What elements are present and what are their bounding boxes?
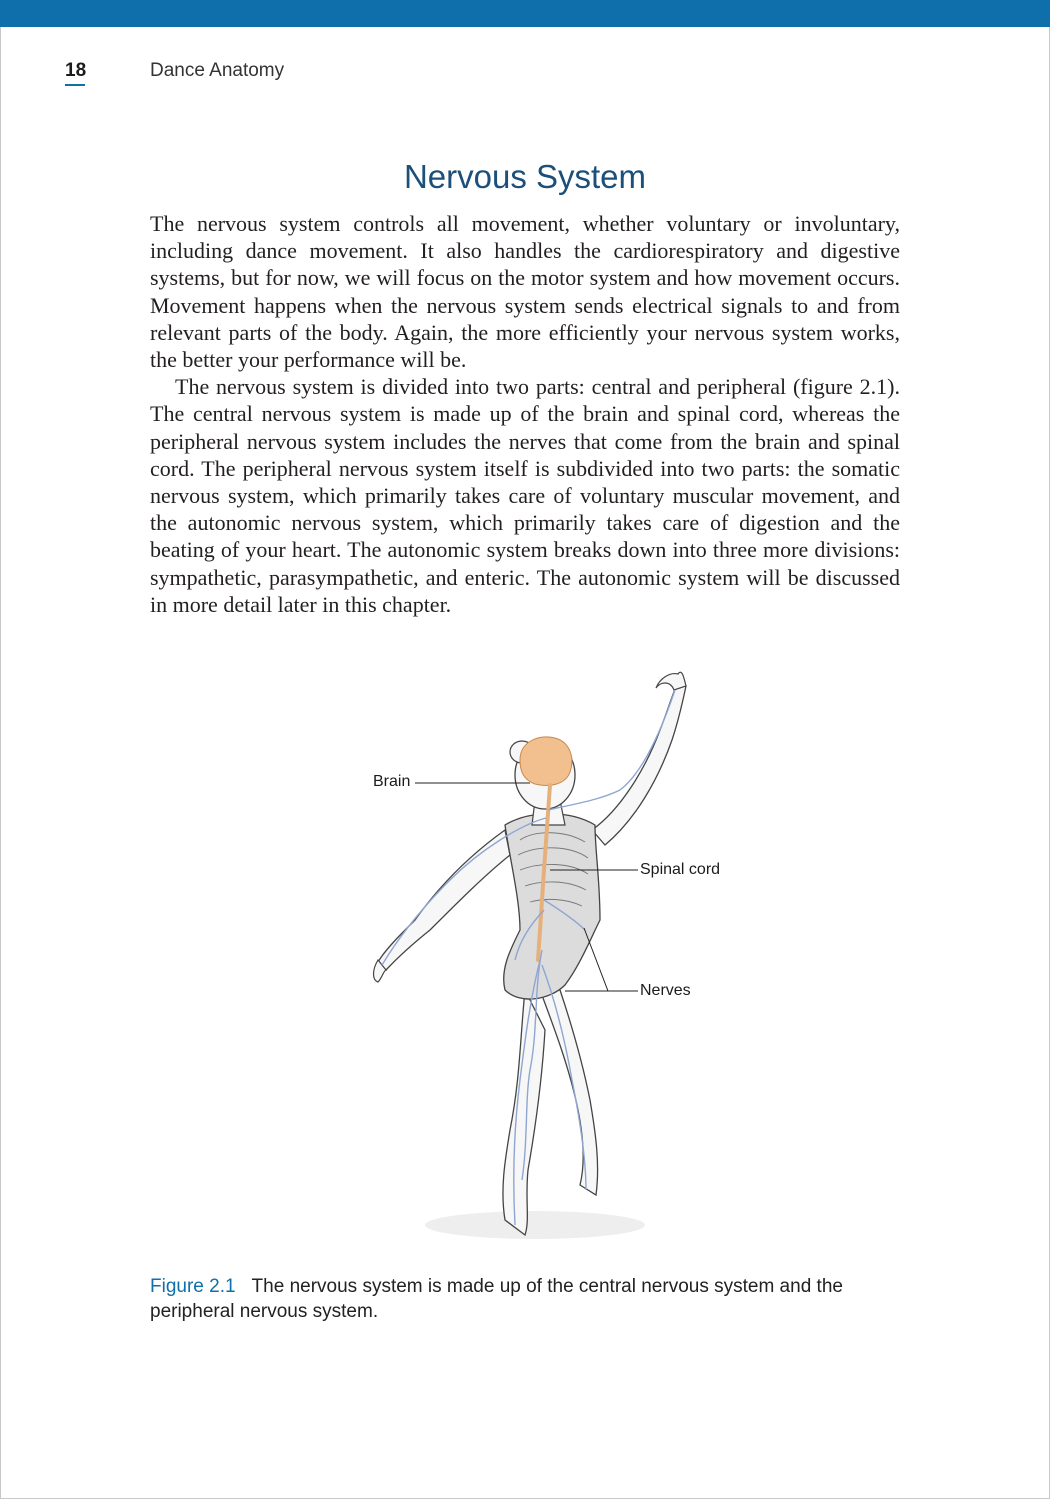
- brain: [520, 737, 572, 786]
- raised-hand: [656, 672, 686, 690]
- extended-arm: [378, 830, 510, 970]
- figure-caption: [150, 1274, 910, 1324]
- running-head: Dance Anatomy: [150, 60, 285, 81]
- page-number: 18: [65, 60, 87, 81]
- dancer-illustration: [360, 660, 740, 1260]
- section-title: Nervous System: [403, 158, 647, 195]
- paragraph-1: The nervous system controls all movement, whether voluntary or involuntary, including dance movement. It also handles the cardiorespiratory and digestive systems, but for now, we will focus on the motor system and how movement occurs. Movement happens when the nervous system sends electrical signals to and from relevant parts of the body. Again, the more efficiently your nervous system works, the better your performance will be.: [150, 211, 900, 373]
- top-color-bar: [0, 0, 1050, 27]
- left-leg: [503, 990, 545, 1235]
- page-number-underline: [65, 84, 85, 86]
- right-leg: [540, 990, 598, 1195]
- figure-nervous-system: [360, 660, 740, 1260]
- label-spinal-cord: Spinal cord: [640, 861, 721, 878]
- figure-number: Figure 2.1: [150, 1276, 236, 1297]
- label-brain: Brain: [373, 773, 411, 790]
- raised-arm: [592, 682, 686, 845]
- label-nerves: Nerves: [640, 982, 691, 999]
- leotard: [504, 814, 600, 999]
- nerves-leader-line-1: [584, 928, 608, 991]
- body-text: [150, 210, 900, 618]
- paragraph-2: The nervous system is divided into two parts: central and peripheral (figure 2.1). The central nervous system is made up of the brain and spinal cord, whereas the peripheral nervous system includes the nerves that come from the brain and spinal cord. The peripheral nervous system itself is subdivided into two parts: the somatic nervous system, which primarily takes care of voluntary muscular movement, and the autonomic nervous system, which primarily takes care of digestion and the beating of your heart. The autonomic system breaks down into three more divisions: sympathetic, parasympathetic, and enteric. The autonomic system will be discussed in more detail later in this chapter.: [150, 374, 900, 617]
- floor-shadow: [425, 1211, 645, 1239]
- figure-caption-text: The nervous system is made up of the central nervous system and the peripheral nervous system.: [150, 1276, 843, 1322]
